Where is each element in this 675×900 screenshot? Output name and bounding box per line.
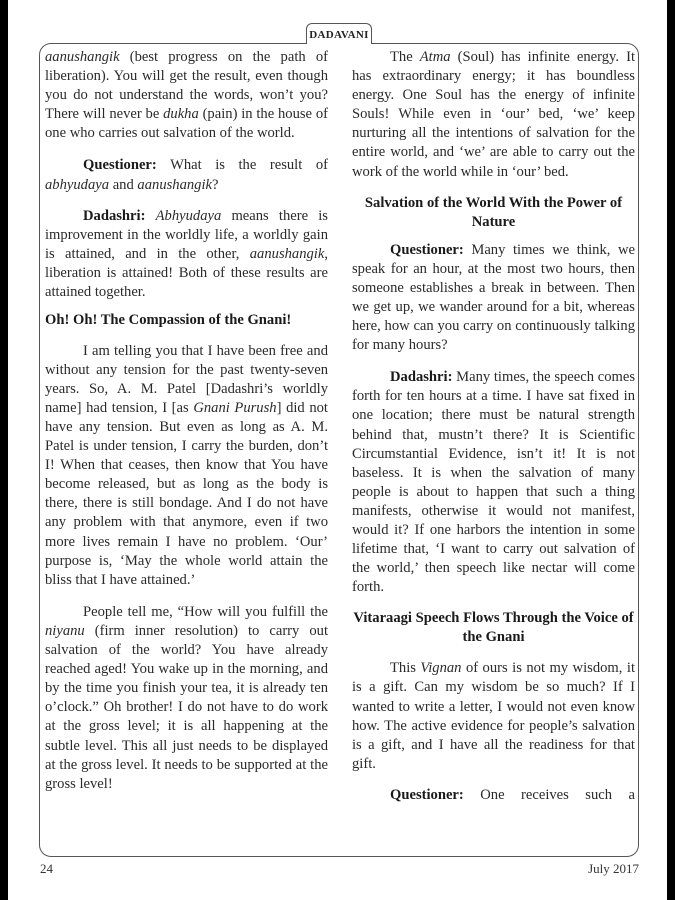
questioner-paragraph (45, 156, 328, 194)
text: means there is improvement in the worldly life, a worldly gain is attained, and in the other, (45, 207, 328, 262)
text: ] did not have any tension. But even as long as A. M. Patel is under tension, I carry the burden, don’t I! When that ceases, then know that You have become released, but as long as the body is there, there is still bondage. And I do not have any problem with that anymore, even if two more lives remain I have no problem. ‘Our’ purpose is, ‘May the whole world attain the bliss that I have attained.’ (45, 399, 328, 588)
text: , liberation is attained! Both of these results are attained together. (45, 245, 328, 301)
left-column (45, 48, 328, 802)
italic-term: abhyudaya (45, 176, 110, 193)
paragraph (45, 342, 328, 590)
text: One receives such a (463, 786, 635, 803)
magazine-page (8, 0, 667, 900)
text: The (390, 49, 420, 65)
italic-term: dukha (163, 106, 199, 123)
dadashri-paragraph (45, 207, 328, 302)
text: I am telling you that I have been free and without any tension for the past twenty-seven years. So, A. M. Patel [Dadashri’s worldly name] had tension, I [as (45, 342, 328, 416)
questioner-paragraph (352, 786, 635, 805)
paragraph (352, 48, 635, 182)
text: (firm inner resolution) to carry out salvation of the world? You have already reached aged! You wake up in the morning, and by the time you finish your tea, it is already ten o’clock.” Oh brother! I do not have to do work at the gross level; it is all happening at the subtle level. This all just needs to be displayed at the gross level. It needs to be supported at the gross level! (45, 622, 328, 792)
speaker-label: Dadashri: (390, 369, 453, 386)
italic-term: niyanu (45, 622, 85, 639)
speaker-label: Questioner: (83, 157, 157, 174)
paragraph (352, 659, 635, 774)
text: (Soul) has infinite energy. It has extraordinary energy; it has boundless energy. One Soul has the energy of infinite Souls! While even in ‘our’ bed, ‘we’ keep nurturing all the intentions of salvation for the entire world, and ‘we’ are able to carry out the work of the world while in ‘our’ bed. (352, 49, 635, 180)
text: Many times, the speech comes forth for ten hours at a time. I have sat fixed in one location; there must be natural strength behind that, mustn’t there? It is Scientific Circumstantial Evidence, isn’t it! It is not baseless. It is when the salvation of many people is about to happen that such a thing manifests, otherwise it would not manifest, would it? If one harbors the intention in some lifetime that, ‘I want to carry out salvation of the world,’ then speech like nectar will come forth. (352, 369, 635, 596)
italic-term: Vignan (420, 660, 462, 677)
text: What is the result of (156, 157, 328, 174)
paragraph (45, 603, 328, 794)
page-number: 24 (40, 861, 53, 876)
text: People tell me, “How will you fulfill the (83, 603, 328, 620)
magazine-title-tab: DADAVANI (306, 23, 372, 44)
italic-term: aanushangik (45, 49, 120, 65)
text: Many times we think, we speak for an hour, at the most two hours, then someone establishes a break in between. Then we get up, we wander around for a bit, whereas here, how can you carry on continuously talking for many hours? (352, 241, 635, 354)
text: (best progress on the path of liberation). You will get the result, even though you do not understand the words, won’t you? There will never be (45, 49, 328, 123)
issue-date: July 2017 (588, 861, 639, 876)
text: and (109, 176, 138, 193)
italic-term: Abhyudaya (155, 207, 222, 224)
italic-term: aanushangik (249, 245, 325, 262)
italic-term: aanushangik (137, 176, 213, 193)
text: (pain) in the house of one who carries out salvation of the world. (45, 106, 328, 142)
questioner-paragraph (352, 241, 635, 356)
text: This (390, 660, 421, 677)
section-heading: Oh! Oh! The Compassion of the Gnani! (45, 311, 292, 328)
text: of ours is not my wisdom, it is a gift. Can my wisdom be so much? If I wanted to write a letter, I would not even know how. The active evidence for people’s salvation is a gift, and I have all the readiness for that gift. (352, 660, 635, 772)
speaker-label: Questioner: (390, 241, 464, 258)
text: ? (212, 176, 219, 193)
right-column (352, 48, 635, 814)
speaker-label: Questioner: (390, 786, 464, 803)
italic-term: Atma (419, 49, 451, 65)
dadashri-paragraph (352, 368, 635, 597)
speaker-label: Dadashri: (83, 207, 146, 224)
section-heading: Salvation of the World With the Power of Nature (364, 194, 623, 230)
paragraph (45, 48, 328, 143)
section-heading: Vitaraagi Speech Flows Through the Voice of the Gnani (353, 610, 634, 646)
italic-term: Gnani Purush (193, 399, 277, 416)
